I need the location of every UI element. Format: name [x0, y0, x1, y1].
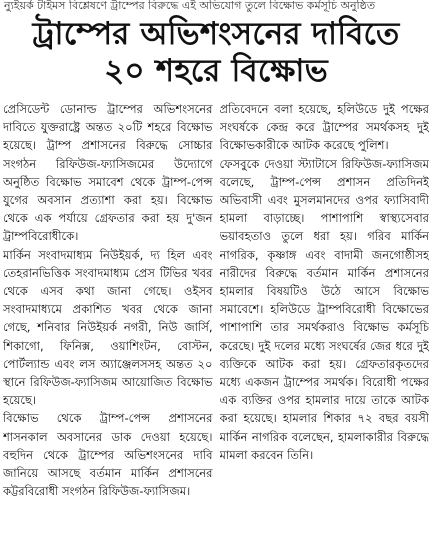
left-paragraph-2: মার্কিন সংবাদমাধ্যম নিউইয়র্ক, দ্য হিল এবং তেহরানভিত্তিক সংবাদমাধ্যম প্রেস টিভির খবর থেকে এসব কথা জানা গেছে। ওইসব সংবাদমাধ্যমে প্রকাশিত খবর থেকে জানা গেছে, শনিবার নিউইয়র্ক নগরী, নিউ জার্সি, শিকাগো, ফিনিক্স, ওয়াশিংটন, বোস্টন, পোর্টল্যান্ড এবং লস অ্যাঞ্জেলসসহ অন্তত ২০ স্থানে রিফিউজ-ফ্যাসিজম আয়োজিত বিক্ষোভ হয়েছে।	[3, 247, 213, 408]
left-column	[3, 100, 213, 558]
right-column	[220, 100, 430, 558]
article-body	[0, 100, 432, 558]
left-paragraph-3: বিক্ষোভ থেকে ট্রাম্প-পেন্স প্রশাসনের শাসনকাল অবসানের ডাক দেওয়া হয়েছে। বহুদিন থেকে ট্রাম্পের অভিশংসনের দাবি জানিয়ে আসছে বর্তমান মার্কিন প্রশাসনের কট্টরবিরোধী সংগঠন রিফিউজ-ফ্যাসিজম।	[3, 411, 213, 499]
left-paragraph-1: প্রেসিডেন্ট ডোনাল্ড ট্রাম্পের অভিশংসনের দাবিতে যুক্তরাষ্ট্রে অন্তত ২০টি শহরে বিক্ষোভ হয়েছে। ট্রাম্প প্রশাসনের বিরুদ্ধে সোচ্চার সংগঠন রিফিউজ-ফ্যাসিজমের উদ্যোগে অনুষ্ঠিত বিক্ষোভ সমাবেশ থেকে ট্রাম্প-পেন্স যুগের অবসান প্রত্যাশা করা হয়। বিক্ষোভ থেকে এক পর্যায়ে গ্রেফতার করা হয় দু'জন ট্রাম্পবিরোধীকে।	[3, 102, 213, 244]
previous-article-strip: ন্যুইয়র্ক টাইমস বিশ্লেষণে ট্রাম্পের বিরুদ্ধে এই অভিযোগ তুলে বিক্ষোভ কর্মসূচি অনুষ্ঠিত	[4, 0, 376, 12]
headline-line-2: ২০ শহরে বিক্ষোভ	[104, 53, 328, 89]
right-paragraph-2: ফেসবুকে দেওয়া স্ট্যাটাসে রিফিউজ-ফ্যাসিজম বলেছে, ট্রাম্প-পেন্স প্রশাসন প্রতিদিনই অভিবাসী এবং মুসলমানদের ওপর ফ্যাসিবাদী হামলা বাড়াচ্ছে। পাশাপাশি স্বাস্থ্যসেবার ভয়াবহতাও তুলে ধরা হয়। গরিব মার্কিন নাগরিক, কৃষ্ণাঙ্গ এবং বাদামী জনগোষ্ঠীসহ নারীদের বিরুদ্ধে বর্তমান মার্কিন প্রশাসনের হামলার বিষয়টিও উঠে আসে বিক্ষোভ সমাবেশে। হলিউডে ট্রাম্পবিরোধী বিক্ষোভের পাশাপাশি তার সমর্থকরাও বিক্ষোভ কর্মসূচি করেছে। দুই দলের মধ্যে সংঘর্ষের জের ধরে দুই ব্যক্তিকে আটক করা হয়। গ্রেফতারকৃতদের মধ্যে একজন ট্রাম্পের সমর্থক। বিরোধী পক্ষের এক ব্যক্তির ওপর হামলার দায়ে তাকে আটক করা হয়েছে। হামলার শিকার ৭২ বছর বয়সী মার্কিন নাগরিক বলেছেন, হামলাকারীর বিরুদ্ধে মামলা করবেন তিনি।	[219, 156, 429, 462]
right-paragraph-1: প্রতিবেদনে বলা হয়েছে, হলিউডে দুই পক্ষের সংঘর্ষকে কেন্দ্র করে ট্রাম্পের সমর্থকসহ দুই বিক্ষোভকারীকে আটক করেছে পুলিশ।	[219, 102, 429, 153]
article-headline	[10, 16, 422, 92]
headline-line-1: ট্রাম্পের অভিশংসনের দাবিতে	[32, 16, 400, 52]
